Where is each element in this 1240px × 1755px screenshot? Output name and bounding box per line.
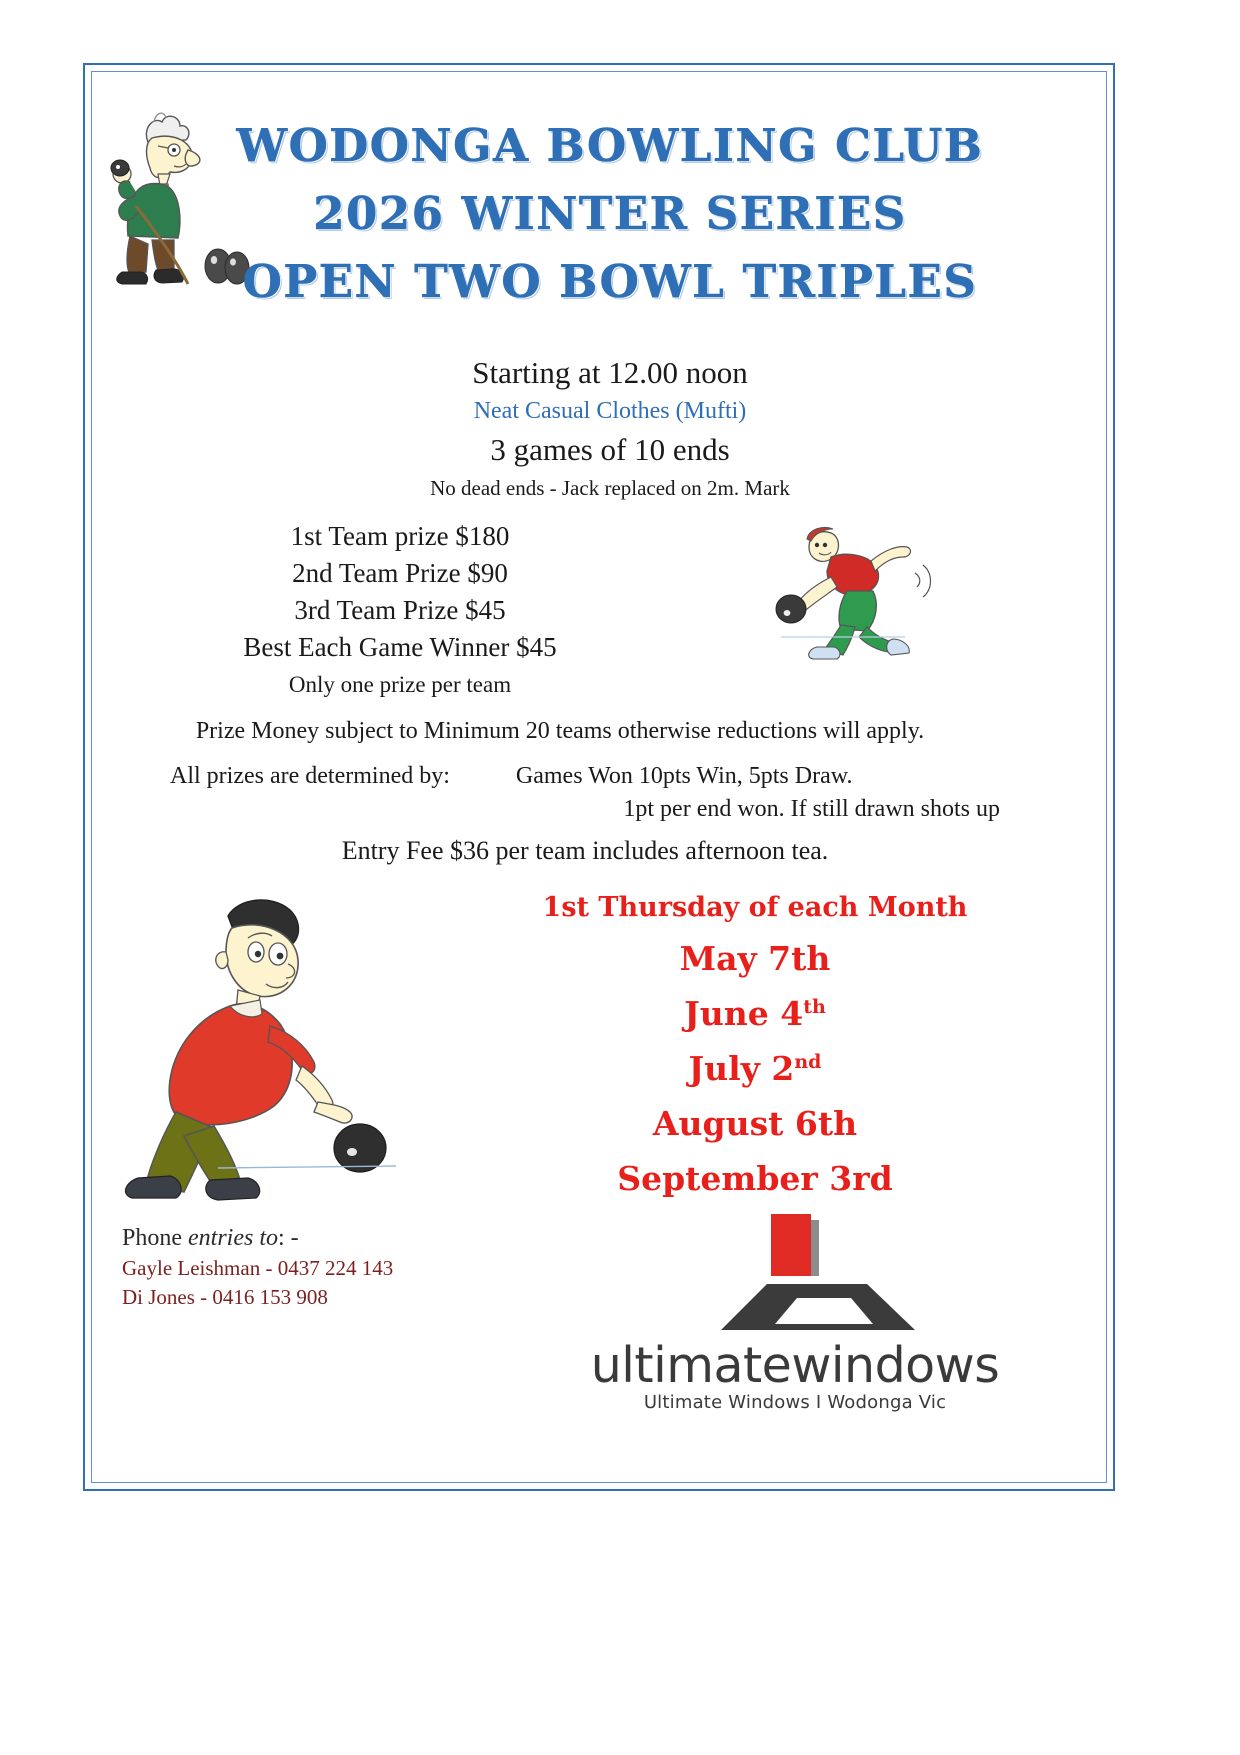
contact-block [122, 1222, 542, 1312]
sponsor-name: ultimatewindows [590, 1337, 1000, 1394]
date-text-3: July 2 [688, 1049, 795, 1088]
title-line-1: WODONGA BOWLING CLUB [236, 119, 984, 172]
title-line-2: 2026 WINTER SERIES [313, 187, 907, 240]
dates-block [520, 888, 990, 1203]
prize-item-3: 3rd Team Prize $45 [294, 595, 506, 625]
poster-title [180, 112, 1040, 316]
prize-list [150, 518, 650, 666]
scoring-details [170, 760, 1000, 826]
event-details [180, 352, 1040, 504]
dates-header: 1st Thursday of each Month [542, 892, 968, 923]
date-text-2: June 4 [684, 994, 804, 1033]
ultimate-windows-logo-icon [625, 1212, 965, 1340]
date-text-5: September 3rd [617, 1159, 893, 1198]
game-format: 3 games of 10 ends [490, 432, 730, 467]
scoring-label: All prizes are determined by: [170, 763, 450, 789]
contact-person-1: Gayle Leishman - 0437 224 143 [122, 1256, 394, 1280]
scoring-line-1: Games Won 10pts Win, 5pts Draw. [515, 763, 853, 789]
date-sup-2: th [803, 996, 826, 1018]
sponsor-block [560, 1212, 1030, 1413]
date-item-5 [520, 1148, 990, 1203]
prize-item-2: 2nd Team Prize $90 [292, 558, 508, 588]
contact-label-italic: entries to [188, 1225, 278, 1251]
date-sup-3: nd [794, 1051, 822, 1073]
prize-item-4: Best Each Game Winner $45 [243, 632, 557, 662]
entry-fee: Entry Fee $36 per team includes afternoon tea. [341, 836, 829, 865]
date-item-2 [520, 983, 990, 1038]
sponsor-subtitle: Ultimate Windows I Wodonga Vic [643, 1392, 947, 1413]
large-bowler-illustration [110, 880, 440, 1215]
start-time: Starting at 12.00 noon [472, 355, 748, 390]
contact-person-2: Di Jones - 0416 153 908 [122, 1285, 328, 1309]
date-text-1: May 7th [679, 939, 831, 978]
game-rule: No dead ends - Jack replaced on 2m. Mark [430, 476, 790, 500]
date-item-4 [520, 1093, 990, 1148]
contact-label-plain: Phone [122, 1225, 188, 1251]
minimum-teams-note: Prize Money subject to Minimum 20 teams otherwise reductions will apply. [195, 718, 925, 744]
prize-note: Only one prize per team [288, 672, 512, 697]
title-line-3: OPEN TWO BOWL TRIPLES [242, 255, 978, 308]
prize-item-1: 1st Team prize $180 [290, 521, 510, 551]
date-item-3 [520, 1038, 990, 1093]
contact-label [122, 1222, 542, 1254]
contact-label-tail: : - [278, 1225, 299, 1251]
date-item-1 [520, 928, 990, 983]
bowler-delivery-illustration [775, 525, 975, 675]
dress-code: Neat Casual Clothes (Mufti) [473, 398, 747, 424]
date-text-4: August 6th [652, 1104, 858, 1143]
scoring-line-2: 1pt per end won. If still drawn shots up [623, 796, 1000, 822]
